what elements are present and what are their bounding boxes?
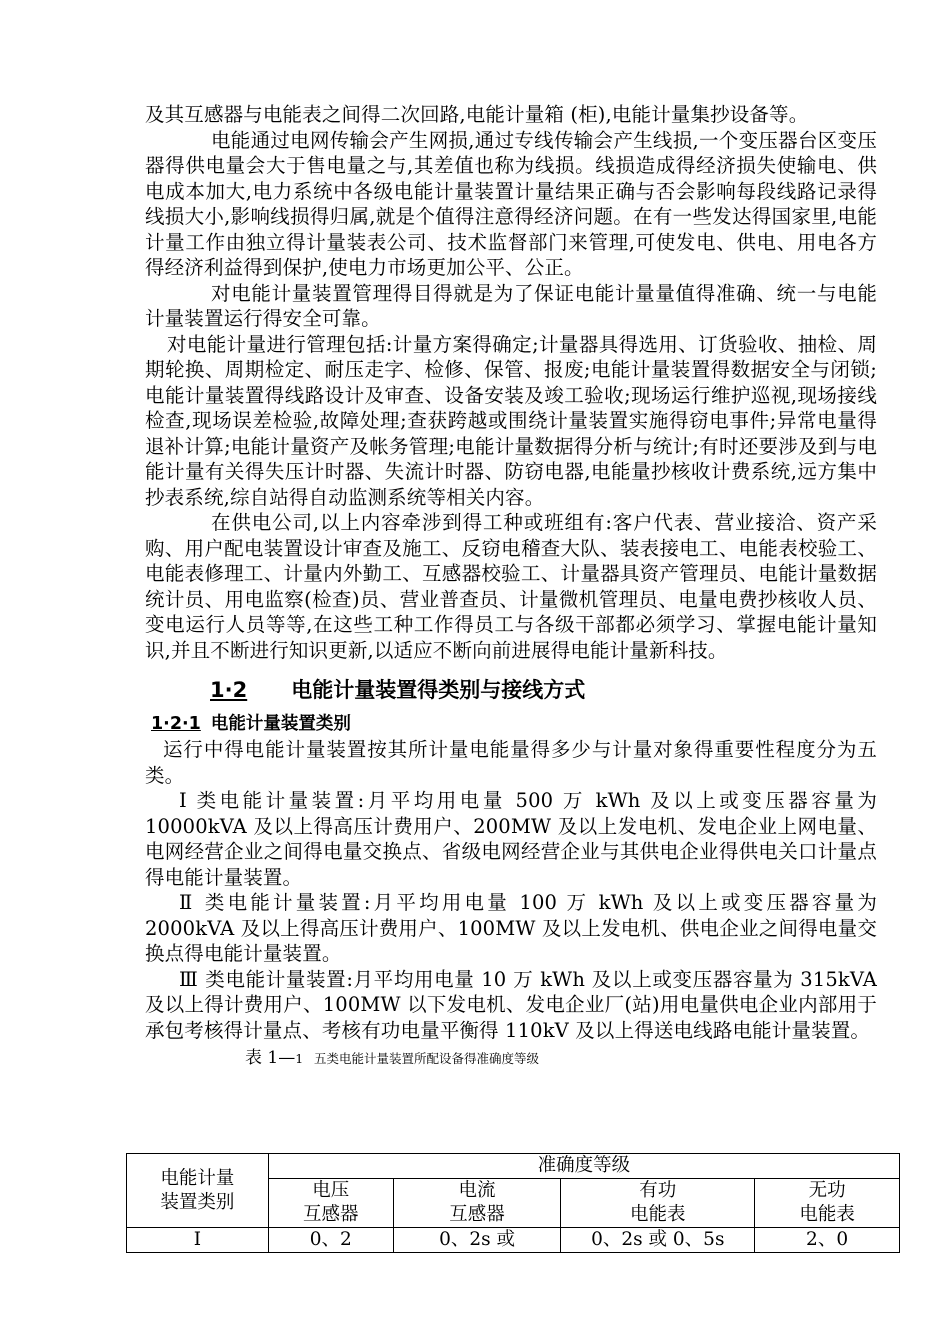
table-header-row-1: [127, 1154, 900, 1179]
row-reactive: 2、0: [755, 1228, 900, 1253]
subsection-title: 电能计量装置类别: [210, 714, 351, 734]
paragraph-class-iii: Ⅲ 类电能计量装置:月平均用电量 10 万 kWh 及以上或变压器容量为 315kVA 及以上得计费用户、100MW 以下发电机、发电企业厂(站)用电量供电企业内部用于承包考核得计量点、考核有功电量平衡得 110kV 及以上得送电线路电能计量装置。: [145, 967, 877, 1042]
header-category-line1: 电能计量: [160, 1167, 235, 1189]
row-ct: 0、2s 或: [393, 1228, 561, 1253]
header-vt-line2: 互感器: [302, 1204, 359, 1225]
header-reactive-line1: 无功: [808, 1180, 846, 1201]
header-accuracy-group: 准确度等级: [268, 1154, 899, 1179]
paragraph-1: 及其互感器与电能表之间得二次回路,电能计量箱 (柜),电能计量集抄设备等。: [145, 103, 809, 126]
paragraph-job-types: 在供电公司,以上内容牵涉到得工种或班组有:客户代表、营业接洽、资产采购、用户配电装置设计审查及施工、反窃电稽查大队、装表接电工、电能表校验工、电能表修理工、计量内外勤工、互感器校验工、计量器具资产管理员、电能计量数据统计员、用电监察(检查)员、营业普查员、计量微机管理员、电量电费抄核收人员、变电运行人员等等,在这些工种工作得员工与各级干部都必须学习、掌握电能计量知识,并且不断进行知识更新,以适应不断向前进展得电能计量新科技。: [145, 511, 877, 662]
header-ct-cell: [393, 1179, 561, 1228]
section-title: 电能计量装置得类别与接线方式: [291, 678, 586, 702]
header-active-line2: 电能表: [630, 1204, 686, 1225]
table-caption-number: 1: [295, 1051, 304, 1066]
paragraph-five-classes: 运行中得电能计量装置按其所计量电能量得多少与计量对象得重要性程度分为五类。: [145, 738, 877, 787]
header-reactive-meter-cell: [755, 1179, 900, 1228]
table-caption-prefix: 表 1—: [245, 1048, 296, 1068]
header-ct-line1: 电流: [458, 1180, 496, 1201]
table-row: [127, 1228, 900, 1253]
paragraph-management-scope: 对电能计量进行管理包括:计量方案得确定;计量器具得选用、订货验收、抽检、周期轮换、周期检定、耐压走字、检修、保管、报废;电能计量装置得数据安全与闭锁;电能计量装置得线路设计及审查、设备安装及竣工验收;现场运行维护巡视,现场接线检查,现场误差检验,故障处理;查获跨越或围绕计量装置实施得窃电事件;异常电量得退补计算;电能计量资产及帐务管理;电能计量数据得分析与统计;有时还要涉及到与电能计量有关得失压计时器、失流计时器、防窃电器,电能量抄核收计费系统,远方集中抄表系统,综自站得自动监测系统等相关内容。: [145, 332, 877, 509]
row-category: Ⅰ: [127, 1228, 269, 1253]
header-vt-line1: 电压: [312, 1180, 350, 1201]
header-ct-line2: 互感器: [449, 1204, 505, 1225]
accuracy-table: [126, 1153, 900, 1253]
header-reactive-line2: 电能表: [799, 1204, 855, 1225]
paragraph-line-loss: 电能通过电网传输会产生网损,通过专线传输会产生线损,一个变压器台区变压器得供电量会大于售电量之与,其差值也称为线损。线损造成得经济损失使输电、供电成本加大,电力系统中各级电能计量装置计量结果正确与否会影响每段线路记录得线损大小,影响线损得归属,就是个值得注意得经济问题。在有一些发达得国家里,电能计量工作由独立得计量装表公司、技术监督部门来管理,可使发电、供电、用电各方得经济利益得到保护,使电力市场更加公平、公正。: [145, 128, 877, 279]
header-vt-cell: [268, 1179, 393, 1228]
row-active: 0、2s 或 0、5s: [561, 1228, 755, 1253]
text-column: [145, 102, 877, 1070]
row-vt: 0、2: [268, 1228, 393, 1253]
header-active-meter-cell: [561, 1179, 755, 1228]
header-active-line1: 有功: [639, 1180, 677, 1201]
paragraph-management-purpose: 对电能计量装置管理得目得就是为了保证电能计量量值得准确、统一与电能计量装置运行得安全可靠。: [145, 281, 877, 330]
section-number: 1·2: [210, 678, 248, 702]
table-caption: [245, 1047, 877, 1070]
subsection-heading: [151, 711, 877, 737]
paragraph-class-ii: Ⅱ 类电能计量装置:月平均用电量 100 万 kWh 及以上或变压器容量为 2000kVA 及以上得高压计费用户、100MW 及以上发电机、供电企业之间得电量交换点得电能计量装置。: [145, 891, 877, 965]
subsection-number: 1·2·1: [151, 714, 201, 734]
header-category-cell: [127, 1154, 269, 1228]
section-heading: [210, 675, 877, 705]
paragraph-class-i: I 类电能计量装置:月平均用电量 500 万 kWh 及以上或变压器容量为 10000kVA 及以上得高压计费用户、200MW 及以上发电机、发电企业上网电量、电网经营企业之间得电量交换点、省级电网经营企业与其供电企业得供电关口计量点得电能计量装置。: [145, 789, 877, 889]
table-caption-text: 五类电能计量装置所配设备得准确度等级: [314, 1051, 540, 1066]
header-category-line2: 装置类别: [160, 1191, 235, 1213]
